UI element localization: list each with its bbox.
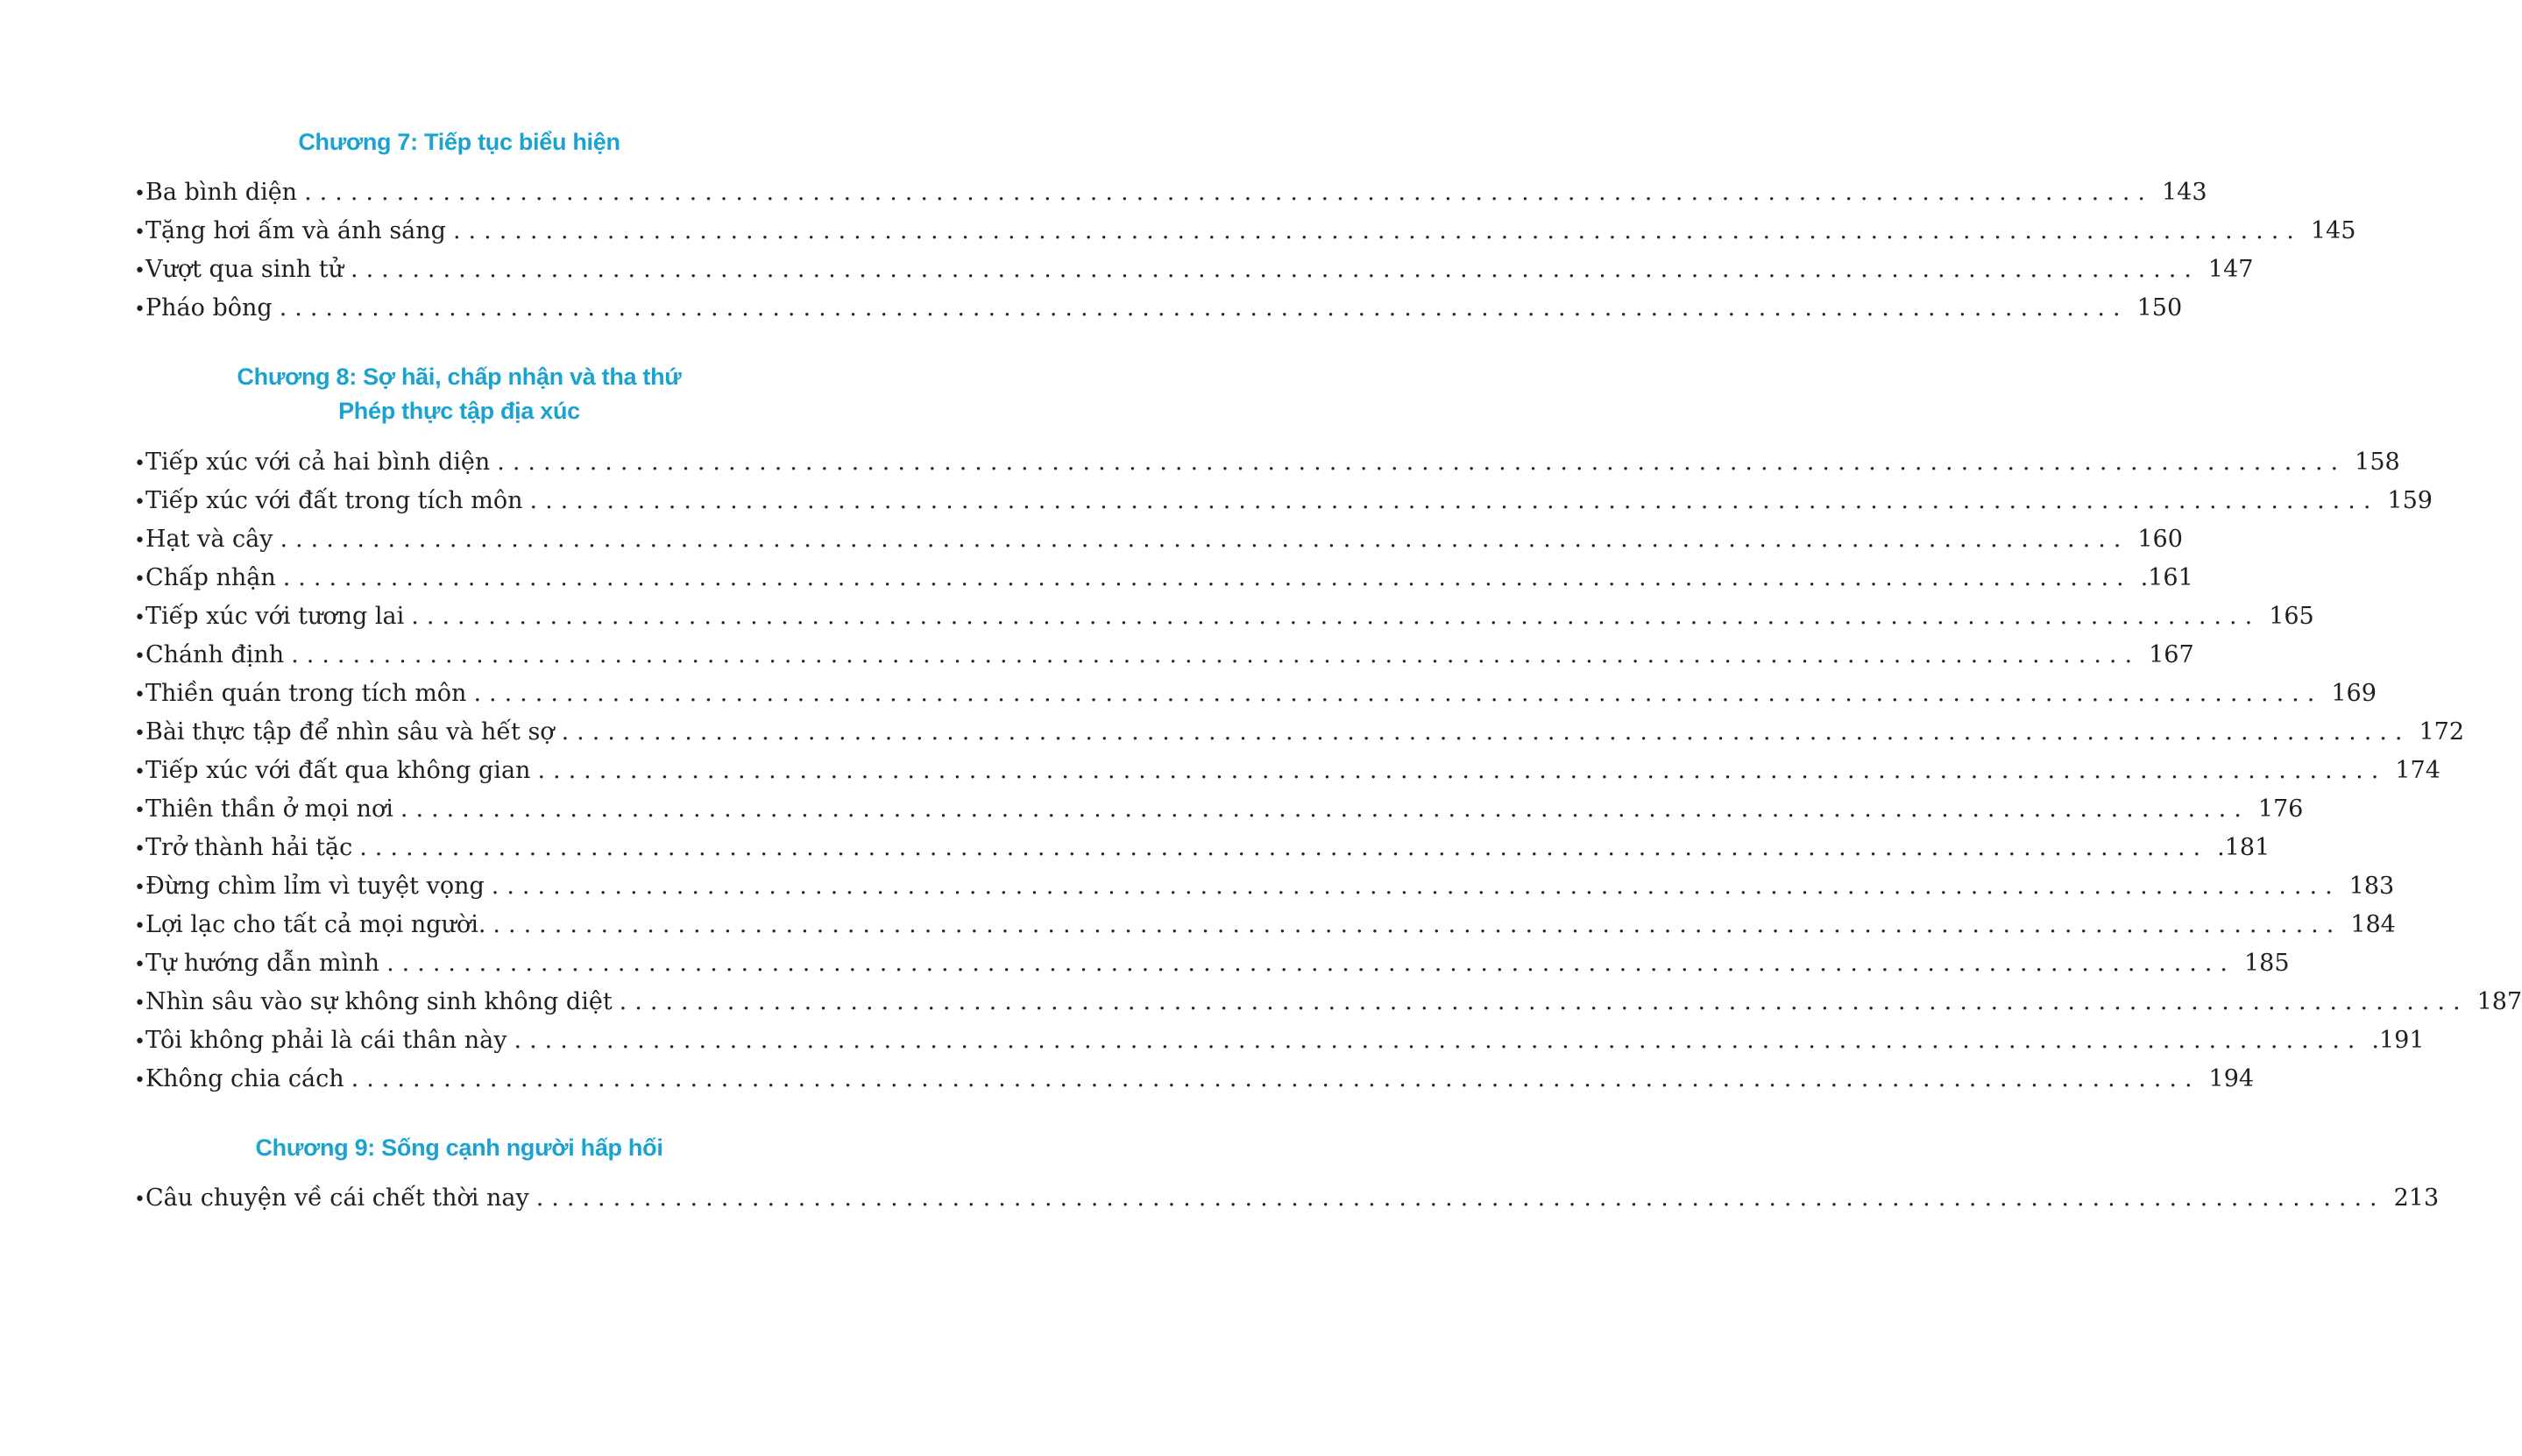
dot-leader: ........................................................................................................................ [529,487,2379,514]
entry-title: Tặng hơi ấm và ánh sáng [145,217,446,244]
chapter-title: Chương 8: Sợ hãi, chấp nhận và tha thứ [237,364,682,390]
bullet: • [134,491,145,513]
bullet: • [134,954,145,976]
bullet: • [134,569,145,590]
page-number: 174 [2395,757,2441,784]
toc-entry [134,752,2441,790]
entry-title: Trở thành hải tặc [145,834,353,861]
entry-title: Chánh định [145,641,285,668]
page-number: 183 [2348,873,2395,900]
toc-entry [134,790,2304,829]
toc-entry [134,906,2396,944]
bullet: • [134,453,145,475]
toc-entry [134,597,2314,636]
entry-title: Nhìn sâu vào sự không sinh không diệt [145,988,613,1015]
page-number: 147 [2207,256,2254,283]
entry-title: Tiếp xúc với cả hai bình diện [145,449,491,476]
entry-title: Bài thực tập để nhìn sâu và hết sợ [145,718,555,746]
page-number: 143 [2161,179,2207,206]
entry-title: Tiếp xúc với đất trong tích môn [145,487,523,514]
toc-entry [134,675,2377,713]
dot-leader: ........................................................................................................................ [304,179,2153,206]
chapter-subtitle: Phép thực tập địa xúc [338,398,580,424]
dot-leader: ........................................................................................................................ [492,911,2342,938]
chapter-title: Chương 9: Sống cạnh người hấp hối [255,1134,663,1161]
bullet: • [134,530,145,552]
entry-title: Tiếp xúc với đất qua không gian [145,757,531,784]
page-number: 158 [2355,449,2400,476]
bullet: • [134,1189,145,1211]
page-number: 167 [2149,641,2194,668]
page-number: .181 [2217,834,2271,861]
entry-title: Thiên thần ở mọi nơi [145,795,393,823]
dot-leader: ........................................................................................................................ [491,873,2341,900]
entry-title: Hạt và cây [145,526,273,553]
dot-leader: ........................................................................................................................ [279,294,2129,322]
bullet: • [134,993,145,1014]
bullet: • [134,183,145,205]
bullet: • [134,838,145,860]
toc-entry [134,1060,2255,1099]
page-number: 169 [2331,680,2377,707]
entry-title: Không chia cách [145,1065,344,1092]
dot-leader: ........................................................................................................................ [473,680,2323,707]
bullet: • [134,800,145,822]
toc-entry [134,829,2271,867]
page-number: .191 [2371,1027,2425,1054]
bullet: • [134,299,145,321]
dot-leader: ........................................................................................................................ [411,603,2261,630]
bullet: • [134,684,145,706]
toc-entry [134,251,2254,289]
dot-leader: ........................................................................................................................ [280,526,2129,553]
bullet: • [134,1031,145,1053]
page-number: 160 [2137,526,2183,553]
dot-leader: ........................................................................................................................ [497,449,2347,476]
toc-entry [134,1021,2425,1060]
bullet: • [134,646,145,668]
toc-entry [134,289,2183,328]
toc-entry [134,867,2395,906]
dot-leader: ........................................................................................................................ [351,256,2200,283]
toc-entry [134,443,2400,482]
entry-title: Thiền quán trong tích môn [145,680,467,707]
toc-entry [134,520,2183,559]
entry-title: Lợi lạc cho tất cả mọi người. [145,911,486,938]
page-number: 150 [2136,294,2183,322]
toc-entry [134,713,2465,752]
dot-leader: ........................................................................................................................ [400,795,2249,823]
bullet: • [134,915,145,937]
toc-entry [134,482,2433,520]
page-number: 172 [2419,718,2465,746]
page-number: 213 [2393,1184,2440,1212]
bullet: • [134,260,145,282]
entry-title: Vượt qua sinh tử [145,256,344,283]
entry-title: Câu chuyện về cái chết thời nay [145,1184,529,1212]
page-number: .161 [2140,564,2193,591]
bullet: • [134,222,145,244]
toc-entry [134,173,2207,212]
entry-title: Tự hướng dẫn mình [145,950,380,977]
entry-title: Ba bình diện [145,179,298,206]
page-number: 194 [2208,1065,2255,1092]
dot-leader: ........................................................................................................................ [619,988,2469,1015]
entry-title: Tiếp xúc với tương lai [145,603,405,630]
page-number: 145 [2310,217,2356,244]
bullet: • [134,877,145,899]
chapter-title: Chương 7: Tiếp tục biểu hiện [298,129,620,155]
entry-title: Pháo bông [145,294,273,322]
entry-title: Chấp nhận [145,564,276,591]
dot-leader: ........................................................................................................................ [291,641,2141,668]
toc-entry [134,944,2290,983]
bullet: • [134,761,145,783]
toc-entry [134,1179,2440,1218]
page-number: 159 [2387,487,2433,514]
dot-leader: ........................................................................................................................ [514,1027,2363,1054]
dot-leader: ........................................................................................................................ [561,718,2411,746]
dot-leader: ........................................................................................................................ [452,217,2302,244]
dot-leader: ........................................................................................................................ [282,564,2132,591]
bullet: • [134,607,145,629]
bullet: • [134,723,145,745]
bullet: • [134,1070,145,1092]
entry-title: Tôi không phải là cái thân này [145,1027,507,1054]
page-number: 184 [2350,911,2396,938]
toc-entry [134,983,2522,1021]
toc-entry [134,212,2356,251]
toc-entry [134,636,2194,675]
dot-leader: ........................................................................................................................ [351,1065,2200,1092]
page-number: 165 [2269,603,2314,630]
dot-leader: ........................................................................................................................ [537,757,2387,784]
toc-entry [134,559,2193,597]
dot-leader: ........................................................................................................................ [386,950,2235,977]
dot-leader: ........................................................................................................................ [359,834,2209,861]
page-number: 176 [2257,795,2304,823]
page-number: 185 [2243,950,2290,977]
entry-title: Đừng chìm lỉm vì tuyệt vọng [145,873,485,900]
page-number: 187 [2476,988,2522,1015]
dot-leader: ........................................................................................................................ [535,1184,2385,1212]
